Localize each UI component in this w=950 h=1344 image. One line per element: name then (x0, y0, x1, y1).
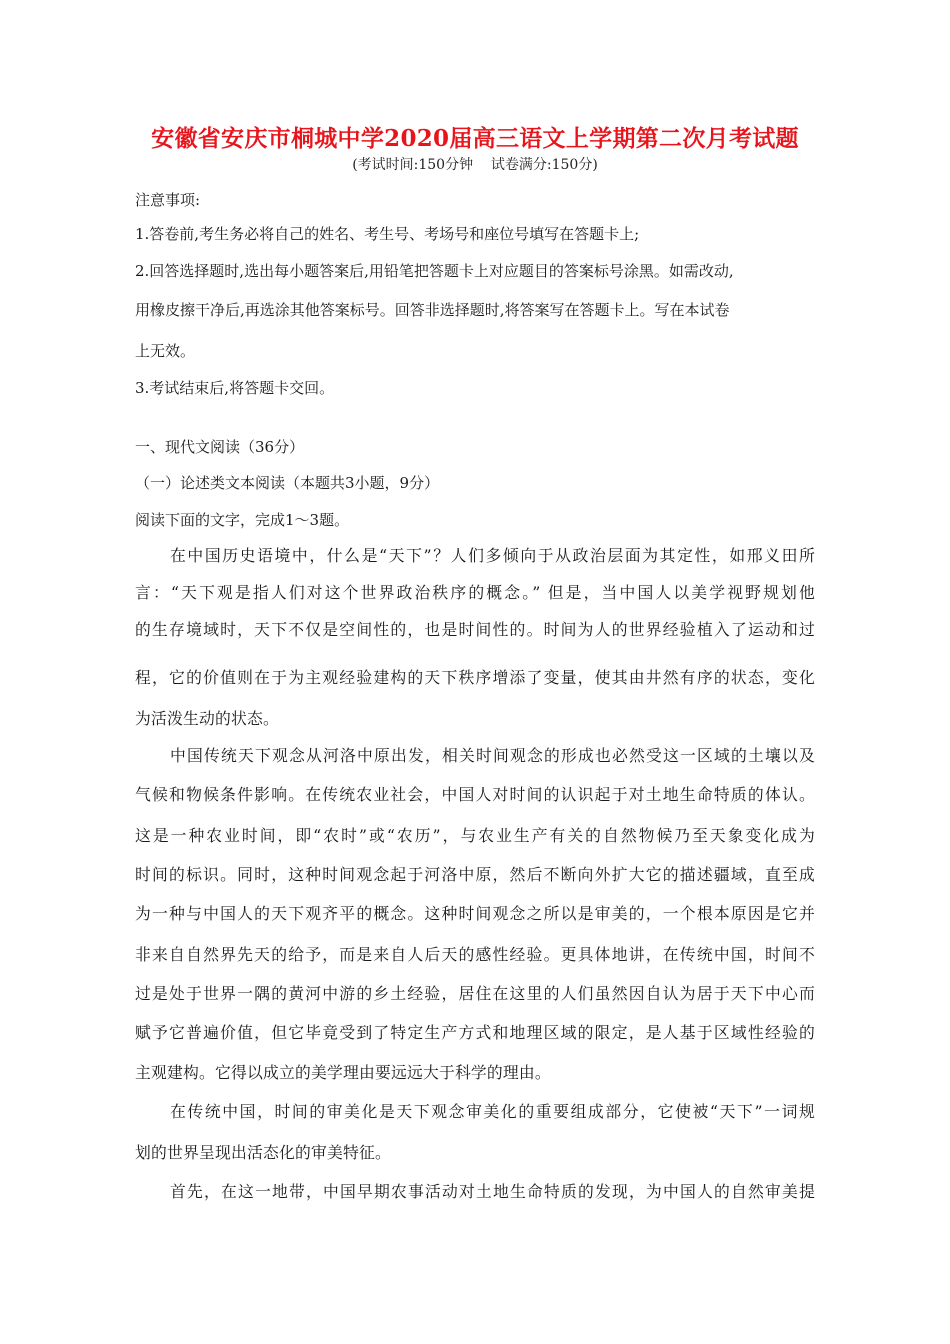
passage-line: 为一种与中国人的天下观齐平的概念。这种时间观念之所以是审美的，一个根本原因是它并 (135, 904, 815, 923)
passage-line: 赋予它普遍价值，但它毕竟受到了特定生产方式和地理区域的限定，是人基于区域性经验的 (135, 1023, 815, 1042)
document-title: 安徽省安庆市桐城中学2020届高三语文上学期第二次月考试题 (151, 125, 799, 152)
passage-line: 程，它的价值则在于为主观经验建构的天下秩序增添了变量，使其由井然有序的状态，变化 (135, 668, 815, 687)
passage-line: 在传统中国，时间的审美化是天下观念审美化的重要组成部分，它使被“天下”一词规 (170, 1102, 815, 1121)
passage-line: 在中国历史语境中，什么是“天下”？人们多倾向于从政治层面为其定性，如邢义田所 (170, 546, 815, 565)
notice-heading: 注意事项: (135, 191, 201, 209)
passage-line: 划的世界呈现出活态化的审美特征。 (135, 1143, 391, 1162)
passage-line: 言：“天下观是指人们对这个世界政治秩序的概念。” 但是，当中国人以美学视野规划他 (135, 583, 815, 602)
section-instruction: 阅读下面的文字，完成1～3题。 (135, 511, 350, 529)
passage-line: 气候和物候条件影响。在传统农业社会，中国人对时间的认识起于对土地生命特质的体认。 (135, 785, 815, 804)
notice-item: 3.考试结束后,将答题卡交回。 (135, 379, 335, 397)
passage-line: 首先，在这一地带，中国早期农事活动对土地生命特质的发现，为中国人的自然审美提 (170, 1182, 815, 1201)
section-heading: 一、现代文阅读（36分） (135, 438, 305, 456)
passage-line: 时间的标识。同时，这种时间观念起于河洛中原，然后不断向外扩大它的描述疆域，直至成 (135, 865, 815, 884)
notice-item: 上无效。 (135, 342, 196, 360)
section-subheading: （一）论述类文本阅读（本题共3小题，9分） (135, 474, 440, 492)
exam-time-info: (考试时间:150分钟 试卷满分:150分) (352, 157, 598, 173)
passage-line: 中国传统天下观念从河洛中原出发，相关时间观念的形成也必然受这一区域的土壤以及 (170, 746, 815, 765)
passage-line: 这是一种农业时间，即“农时”或“农历”，与农业生产有关的自然物候乃至天象变化成为 (135, 826, 815, 845)
passage-line: 非来自自然界先天的给予，而是来自人后天的感性经验。更具体地讲，在传统中国，时间不 (135, 945, 815, 964)
passage-line: 为活泼生动的状态。 (135, 709, 279, 728)
notice-item: 用橡皮擦干净后,再选涂其他答案标号。回答非选择题时,将答案写在答题卡上。写在本试卷 (135, 301, 730, 319)
passage-line: 的生存境域时，天下不仅是空间性的，也是时间性的。时间为人的世界经验植入了运动和过 (135, 620, 815, 639)
passage-line: 过是处于世界一隅的黄河中游的乡土经验，居住在这里的人们虽然因自认为居于天下中心而 (135, 984, 815, 1003)
notice-item: 2.回答选择题时,选出每小题答案后,用铅笔把答题卡上对应题目的答案标号涂黑。如需改动, (135, 262, 734, 280)
notice-item: 1.答卷前,考生务必将自己的姓名、考生号、考场号和座位号填写在答题卡上; (135, 225, 640, 243)
passage-line: 主观建构。它得以成立的美学理由要远远大于科学的理由。 (135, 1063, 551, 1082)
